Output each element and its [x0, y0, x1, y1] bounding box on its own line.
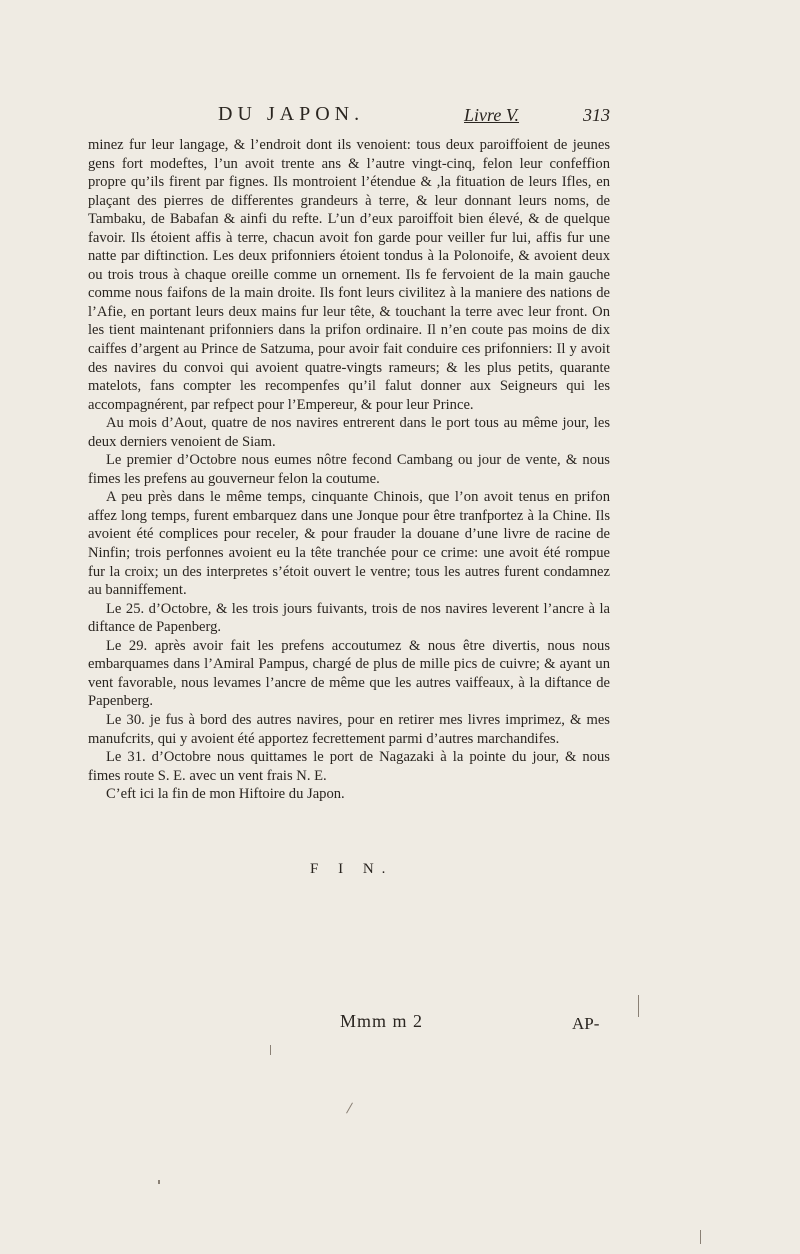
catchword: AP-	[572, 1014, 600, 1033]
book-number: Livre V.	[464, 105, 520, 125]
paragraph: Au mois d’Aout, quatre de nos navires entrerent dans le port tous au même jour, les deux derniers venoient de Siam.	[88, 415, 610, 450]
paragraph: minez fur leur langage, & l’endroit dont ils venoient: tous deux paroiffoient de jeunes gens fort modeftes, l’un avoit trente ans & l’autre vingt-cinq, felon leur confeffion propre qu’ils firent par fignes. Ils montroient l’étendue & ,la fituation de leurs Ifles, en plaçant des pierres de differentes grandeurs à terre, & leur donnant leurs noms, de Tambaku, de Babafan & ainfi du refte. L’un d’eux paroiffoit bien élevé, & de quelque favoir. Ils étoient affis à terre, chacun avoit fon garde pour veiller fur lui, affis fur une natte par diftinction. Les deux prifonniers étoient tondus à la Polonoife, & avoient deux ou trois trous à chaque oreille comme un ornement. Ils fe fervoient de la main gauche comme nous faifons de la main droite. Ils font leurs civilitez à la maniere des nations de l’Afie, en portant leurs deux mains fur leur tête, & touchant la terre avec leur front. On les tient maintenant prifonniers dans la prifon ordinaire. Il n’en coute pas moins de dix caiffes d’argent au Prince de Satzuma, pour avoir fait conduire ces prifonniers: Il y avoit des navires du convoi qui avoient quatre-vingts rameurs; & les plus petits, quarante matelots, fans compter les recompenfes qu’il falut donner aux Seigneurs qui les accompagnérent, par refpect pour l’Empereur, & pour leur Prince.	[88, 137, 610, 413]
running-header	[88, 103, 610, 133]
paragraph: A peu près dans le même temps, cinquante Chinois, que l’on avoit tenus en prifon affez long temps, furent embarquez dans une Jonque pour être tranfportez à la Chine. Ils avoient été complices pour receler, & pour frauder la douane d’une livre de racine de Ninfin; trois perfonnes avoient eu la tête tranchée pour ce crime: une avoit été rompue fur la croix; un des interpretes s’étoit ouvert le ventre; tous les autres furent condamnez au banniffement.	[88, 489, 610, 599]
paragraph: C’eft ici la fin de mon Hiftoire du Japon.	[106, 786, 345, 803]
paragraph: Le 31. d’Octobre nous quittames le port de Nagazaki à la pointe du jour, & nous fimes route S. E. avec un vent frais N. E.	[88, 749, 610, 784]
paper-speck	[700, 1230, 701, 1244]
signature-mark: Mmm m 2	[340, 1011, 424, 1031]
paper-speck	[270, 1045, 271, 1055]
paragraph: Le 30. je fus à bord des autres navires, pour en retirer mes livres imprimez, & mes manufcrits, qui y avoient été apportez fecrettement parmi d’autres marchandifes.	[88, 711, 610, 747]
paper-speck	[346, 1103, 353, 1114]
paragraph: Le 25. d’Octobre, & les trois jours fuivants, trois de nos navires leverent l’ancre à la diftance de Papenberg.	[88, 600, 610, 636]
paragraph: Le 29. après avoir fait les prefens accoutumez & nous être divertis, nous nous embarquames dans l’Amiral Pampus, chargé de plus de mille pics de cuivre; & ayant un vent favorable, nous levames l’ancre de même que les autres vaiffeaux, à la diftance de Papenberg.	[88, 637, 610, 710]
body-text	[88, 136, 610, 804]
fin-mark: F I N.	[310, 861, 394, 877]
paragraph: Le premier d’Octobre nous eumes nôtre fecond Cambang ou jour de vente, & nous fimes les prefens au gouverneur felon la coutume.	[88, 452, 610, 487]
running-title: DU JAPON.	[218, 103, 365, 125]
page-number: 313	[583, 105, 610, 125]
paper-speck	[638, 995, 639, 1017]
paper-speck	[158, 1180, 160, 1184]
